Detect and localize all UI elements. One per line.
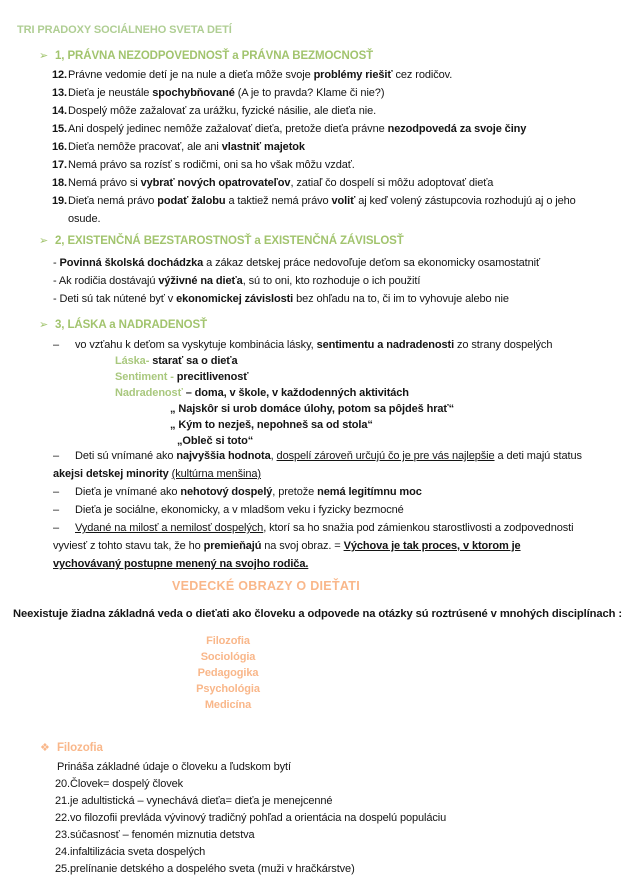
- text-segment: súčasnosť – fenomén miznutia detstva: [70, 829, 255, 841]
- text-segment: je adultistická – vynechává dieťa= dieťa je menejcenné: [70, 795, 333, 807]
- text-line: [0, 633, 456, 649]
- text-segment: vybrať nových opatrovateľov: [140, 177, 291, 189]
- text-line: [115, 369, 595, 385]
- list-marker: 18.: [52, 177, 67, 189]
- text-line: [53, 519, 619, 537]
- text-segment: Človek= dospelý človek: [70, 778, 184, 790]
- disciplines-list: [0, 633, 456, 713]
- text-segment: zo strany dospelých: [454, 339, 553, 351]
- text-segment: -: [53, 257, 60, 269]
- text-line: [53, 254, 613, 272]
- text-segment: dospelí zároveň určujú čo je pre vás najlepšie: [276, 450, 495, 462]
- text-line: [53, 272, 613, 290]
- text-segment: akejsi detskej minority: [53, 468, 172, 480]
- text-segment: vo filozofii prevláda vývinový tradičný pohľad a orientácia na dospelú populáciu: [70, 812, 447, 824]
- text-segment: Sociológia: [200, 651, 256, 663]
- text-segment: , ktorí sa ho snažia pod zámienkou starostlivosti a zodpovednosti: [263, 522, 574, 534]
- text-line: [115, 353, 595, 369]
- text-line: [55, 827, 615, 844]
- text-segment: ekonomickej závislosti: [176, 293, 294, 305]
- section1-heading: [39, 49, 373, 63]
- section3-heading-text: 3, LÁSKA a NADRADENOSŤ: [55, 319, 208, 331]
- list-marker: 25.: [55, 863, 70, 875]
- arrow-bullet-icon: ➢: [39, 235, 49, 247]
- text-line: [55, 810, 615, 827]
- list-marker: 13.: [52, 87, 67, 99]
- text-line: [55, 776, 615, 793]
- text-line: [53, 290, 613, 308]
- text-segment: Medicína: [204, 699, 252, 711]
- text-segment: Dieťa je vnímané ako: [75, 486, 181, 498]
- text-line: [52, 66, 618, 84]
- text-line: [115, 385, 595, 401]
- text-segment: cez rodičov.: [392, 69, 453, 81]
- section4-heading: VEDECKÉ OBRAZY O DIEŤATI: [171, 579, 360, 593]
- text-line: [52, 120, 618, 138]
- text-line: [52, 174, 618, 192]
- text-segment: Pedagogika: [197, 667, 259, 679]
- list-marker: –: [53, 339, 60, 351]
- text-segment: , zatiaľ čo dospelí si môžu adoptovať dieťa: [290, 177, 494, 189]
- text-segment: bez ohľadu na to, či im to vyhovuje alebo nie: [293, 293, 509, 305]
- text-segment: - Ak rodičia dostávajú: [53, 275, 159, 287]
- text-segment: problémy riešiť: [313, 69, 393, 81]
- text-line: [53, 465, 619, 483]
- text-segment: vyviesť z tohto stavu tak, že ho: [53, 540, 204, 552]
- section1-heading-text: 1, PRÁVNA NEZODPOVEDNOSŤ a PRÁVNA BEZMOCNOSŤ: [55, 50, 374, 62]
- text-segment: najvyššia hodnota: [176, 450, 271, 462]
- list-marker: 23.: [55, 829, 70, 841]
- text-line: [53, 555, 619, 573]
- text-segment: – doma, v škole, v každodenných aktivitách: [182, 387, 409, 399]
- text-line: [52, 84, 618, 102]
- text-segment: prelínanie detského a dospelého sveta (muži v hračkárstve): [70, 863, 355, 875]
- list-marker: 14.: [52, 105, 67, 117]
- text-segment: Vydané na milosť a nemilosť dospelých: [75, 522, 264, 534]
- list-marker: 22.: [55, 812, 70, 824]
- section2-heading-text: 2, EXISTENČNÁ BEZSTAROSTNOSŤ a EXISTENČNÁ ZÁVISLOSŤ: [55, 235, 404, 247]
- text-segment: „Obleč si toto“: [177, 435, 254, 447]
- list-marker: –: [53, 486, 60, 498]
- list-marker: 16.: [52, 141, 67, 153]
- section4-intro: Neexistuje žiadna základná veda o dieťati ako človeku a odpovede na otázky sú roztrúsené v mnohých disciplínach :: [13, 608, 622, 620]
- list-marker: –: [53, 522, 60, 534]
- text-line: [53, 501, 619, 519]
- list-marker: 21.: [55, 795, 70, 807]
- text-line: [0, 697, 456, 713]
- section2-heading: [39, 234, 404, 248]
- text-line: [52, 192, 618, 210]
- text-segment: a taktiež nemá právo: [225, 195, 332, 207]
- text-segment: , sú to oni, kto rozhoduje o ich použití: [242, 275, 421, 287]
- list-marker: 12.: [52, 69, 67, 81]
- section3-heading: [39, 318, 207, 332]
- text-segment: , pretože: [272, 486, 318, 498]
- text-segment: vlastniť majetok: [221, 141, 305, 153]
- document-title: TRI PRADOXY SOCIÁLNEHO SVETA DETÍ: [17, 24, 232, 36]
- text-segment: nehotový dospelý: [180, 486, 273, 498]
- text-segment: vo vzťahu k deťom sa vyskytuje kombinácia lásky,: [75, 339, 317, 351]
- text-segment: „ Kým to nezješ, nepohneš sa od stola“: [170, 419, 373, 431]
- text-segment: (kultúrna menšina): [171, 468, 261, 480]
- text-segment: „ Najskôr si urob domáce úlohy, potom sa pôjdeš hrať“: [170, 403, 454, 415]
- text-segment: Povinná školská dochádzka: [59, 257, 204, 269]
- text-line: [52, 210, 618, 228]
- text-line: [55, 793, 615, 810]
- text-segment: Dospelý môže zažalovať za urážku, fyzické násilie, ale dieťa nie.: [68, 105, 377, 117]
- text-line: [52, 156, 618, 174]
- text-line: [52, 102, 618, 120]
- text-segment: Ani dospelý jedinec nemôže zažalovať dieťa, pretože dieťa právne: [68, 123, 388, 135]
- text-segment: výživné na dieťa: [158, 275, 243, 287]
- text-segment: podať žalobu: [157, 195, 226, 207]
- text-segment: na svoj obraz. =: [261, 540, 344, 552]
- text-segment: infaltilizácia sveta dospelých: [70, 846, 206, 858]
- text-line: [55, 861, 615, 878]
- text-segment: Dieťa nemôže pracovať, ale ani: [68, 141, 222, 153]
- text-segment: nemá legitímnu moc: [317, 486, 422, 498]
- list-marker: 15.: [52, 123, 67, 135]
- text-segment: spochybňované: [152, 87, 235, 99]
- text-segment: Filozofia: [206, 635, 250, 647]
- text-line: [53, 537, 619, 555]
- text-segment: (A je to pravda? Klame či nie?): [234, 87, 385, 99]
- text-segment: voliť: [331, 195, 356, 207]
- section3-intro-list: [53, 336, 613, 354]
- text-segment: osude.: [68, 213, 101, 225]
- text-line: [53, 447, 619, 465]
- arrow-bullet-icon: ➢: [39, 319, 49, 331]
- text-segment: vychovávaný postupne menený na svojho rodiča.: [53, 558, 309, 570]
- text-segment: Sentiment -: [115, 371, 174, 383]
- text-segment: precitlivenosť: [173, 371, 249, 383]
- text-line: [53, 483, 619, 501]
- text-line: [0, 681, 456, 697]
- section5-intro: Prináša základné údaje o človeku a ľudskom bytí: [57, 761, 291, 773]
- text-line: [115, 417, 595, 433]
- section1-list: [52, 66, 618, 228]
- text-segment: Dieťa nemá právo: [68, 195, 158, 207]
- text-segment: Nemá právo si: [68, 177, 141, 189]
- text-line: [53, 336, 613, 354]
- section3-label-list: [115, 353, 595, 449]
- text-segment: Právne vedomie detí je na nule a dieťa môže svoje: [68, 69, 314, 81]
- text-segment: Nadradenosť: [115, 387, 183, 399]
- text-line: [115, 401, 595, 417]
- text-segment: a zákaz detskej práce nedovoľuje deťom sa ekonomicky osamostatniť: [203, 257, 541, 269]
- text-line: [0, 665, 456, 681]
- list-marker: 19.: [52, 195, 67, 207]
- arrow-bullet-icon: ➢: [39, 50, 49, 62]
- text-segment: Láska-: [115, 355, 150, 367]
- text-segment: nezodpovedá za svoje činy: [387, 123, 527, 135]
- section5-heading-text: Filozofia: [57, 742, 103, 754]
- text-segment: Dieťa je neustále: [68, 87, 153, 99]
- text-line: [52, 138, 618, 156]
- text-segment: a deti majú status: [494, 450, 582, 462]
- text-segment: sentimentu a nadradenosti: [316, 339, 455, 351]
- text-segment: Výchova je tak proces, v ktorom je: [343, 540, 521, 552]
- list-marker: –: [53, 450, 60, 462]
- text-line: [55, 844, 615, 861]
- section5-heading: [40, 740, 103, 756]
- text-segment: - Deti sú tak nútené byť v: [53, 293, 177, 305]
- list-marker: 20.: [55, 778, 70, 790]
- text-segment: starať sa o dieťa: [149, 355, 238, 367]
- section2-list: [53, 254, 613, 308]
- section5-list: [55, 776, 615, 878]
- list-marker: –: [53, 504, 60, 516]
- text-segment: premieňajú: [203, 540, 262, 552]
- text-segment: Psychológia: [196, 683, 260, 695]
- diamond-bullet-icon: ❖: [40, 742, 50, 754]
- text-segment: Deti sú vnímané ako: [75, 450, 177, 462]
- text-segment: Nemá právo sa rozísť s rodičmi, oni sa ho však môžu vzdať.: [68, 159, 355, 171]
- text-line: [0, 649, 456, 665]
- list-marker: 17.: [52, 159, 67, 171]
- text-segment: ,: [270, 450, 277, 462]
- section3-bullet-list: [53, 447, 619, 573]
- text-segment: aj keď volený zástupcovia rozhodujú aj o jeho: [355, 195, 576, 207]
- list-marker: 24.: [55, 846, 70, 858]
- text-segment: Dieťa je sociálne, ekonomicky, a v mladšom veku i fyzicky bezmocné: [75, 504, 404, 516]
